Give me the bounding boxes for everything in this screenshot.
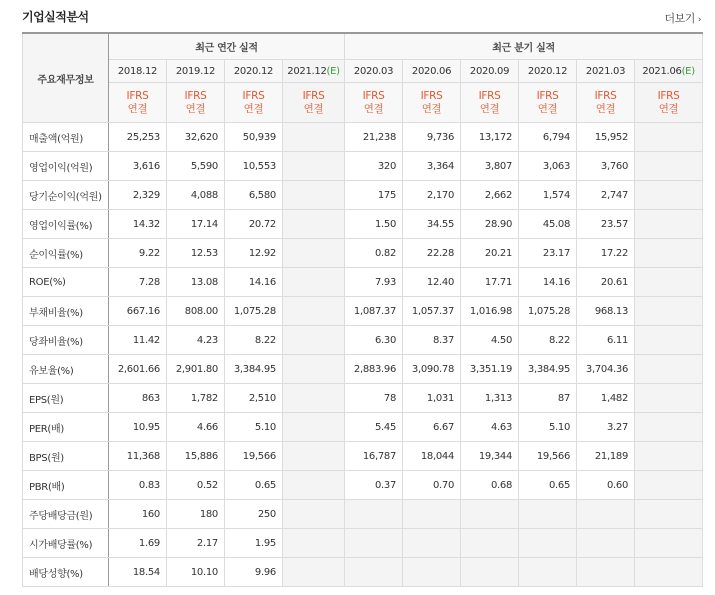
quarter-cell: 0.70 <box>403 471 461 500</box>
row-label-header: 주요재무정보 <box>23 33 109 123</box>
annual-cell <box>283 500 345 529</box>
annual-cell: 10.95 <box>109 413 167 442</box>
quarter-cell: 6.67 <box>403 413 461 442</box>
annual-cell: 3,616 <box>109 152 167 181</box>
ifrs-badge: IFRS 연결 <box>109 83 167 123</box>
annual-cell: 7.28 <box>109 268 167 297</box>
period-header: 2020.03 <box>345 60 403 83</box>
quarter-cell: 1,313 <box>461 384 519 413</box>
annual-cell: 1.69 <box>109 529 167 558</box>
quarter-cell: 5.10 <box>519 413 577 442</box>
quarter-cell: 3,090.78 <box>403 355 461 384</box>
quarter-cell: 34.55 <box>403 210 461 239</box>
quarter-cell <box>461 500 519 529</box>
quarter-cell <box>635 442 703 471</box>
quarter-cell <box>635 326 703 355</box>
annual-cell <box>283 384 345 413</box>
more-label: 더보기 <box>664 12 695 25</box>
quarter-cell: 1.50 <box>345 210 403 239</box>
annual-cell: 6,580 <box>225 181 283 210</box>
quarter-cell <box>635 558 703 587</box>
quarter-cell: 19,566 <box>519 442 577 471</box>
quarter-cell: 17.22 <box>577 239 635 268</box>
quarter-cell: 2,883.96 <box>345 355 403 384</box>
table-row <box>23 558 703 587</box>
annual-cell: 160 <box>109 500 167 529</box>
quarter-cell: 28.90 <box>461 210 519 239</box>
table-row <box>23 355 703 384</box>
table-row <box>23 210 703 239</box>
annual-cell: 667.16 <box>109 297 167 326</box>
quarter-cell <box>519 529 577 558</box>
quarter-cell <box>635 355 703 384</box>
quarter-group-header: 최근 분기 실적 <box>345 33 703 60</box>
annual-cell: 20.72 <box>225 210 283 239</box>
table-row <box>23 297 703 326</box>
quarter-cell <box>635 268 703 297</box>
ifrs-badge: IFRS 연결 <box>635 83 703 123</box>
row-label: EPS(원) <box>23 384 109 413</box>
quarter-cell: 17.71 <box>461 268 519 297</box>
quarter-cell: 12.40 <box>403 268 461 297</box>
quarter-cell: 78 <box>345 384 403 413</box>
quarter-cell <box>635 181 703 210</box>
table-row <box>23 413 703 442</box>
annual-cell: 15,886 <box>167 442 225 471</box>
quarter-cell: 14.16 <box>519 268 577 297</box>
quarter-cell <box>635 529 703 558</box>
quarter-cell: 1,087.37 <box>345 297 403 326</box>
annual-cell: 180 <box>167 500 225 529</box>
annual-cell: 1.95 <box>225 529 283 558</box>
quarter-cell <box>635 152 703 181</box>
row-label: 매출액(억원) <box>23 123 109 152</box>
quarter-cell <box>461 529 519 558</box>
annual-cell: 10.10 <box>167 558 225 587</box>
ifrs-badge: IFRS 연결 <box>167 83 225 123</box>
table-row <box>23 268 703 297</box>
row-label: PER(배) <box>23 413 109 442</box>
annual-cell: 14.16 <box>225 268 283 297</box>
quarter-cell: 3,063 <box>519 152 577 181</box>
quarter-cell: 15,952 <box>577 123 635 152</box>
annual-cell <box>283 442 345 471</box>
quarter-cell: 8.22 <box>519 326 577 355</box>
quarter-cell <box>345 558 403 587</box>
annual-cell <box>283 268 345 297</box>
annual-cell: 12.53 <box>167 239 225 268</box>
quarter-cell: 3,807 <box>461 152 519 181</box>
ifrs-badge: IFRS 연결 <box>403 83 461 123</box>
row-label: 당좌비율(%) <box>23 326 109 355</box>
more-link[interactable] <box>665 10 702 26</box>
quarter-cell <box>345 500 403 529</box>
row-label: 영업이익(억원) <box>23 152 109 181</box>
quarter-cell: 4.63 <box>461 413 519 442</box>
quarter-cell: 0.60 <box>577 471 635 500</box>
row-label: 유보율(%) <box>23 355 109 384</box>
quarter-cell <box>577 558 635 587</box>
quarter-cell <box>577 529 635 558</box>
quarter-cell: 6.11 <box>577 326 635 355</box>
quarter-cell: 175 <box>345 181 403 210</box>
annual-cell: 11,368 <box>109 442 167 471</box>
quarter-cell: 5.45 <box>345 413 403 442</box>
quarter-cell: 23.57 <box>577 210 635 239</box>
quarter-cell <box>635 500 703 529</box>
quarter-cell: 0.82 <box>345 239 403 268</box>
annual-cell: 25,253 <box>109 123 167 152</box>
annual-cell <box>283 181 345 210</box>
period-header: 2021.06(E) <box>635 60 703 83</box>
ifrs-badge: IFRS 연결 <box>345 83 403 123</box>
quarter-cell: 13,172 <box>461 123 519 152</box>
quarter-cell: 1,574 <box>519 181 577 210</box>
quarter-cell <box>635 297 703 326</box>
quarter-cell <box>635 210 703 239</box>
annual-cell: 19,566 <box>225 442 283 471</box>
annual-cell: 5,590 <box>167 152 225 181</box>
annual-cell: 863 <box>109 384 167 413</box>
row-label: 부채비율(%) <box>23 297 109 326</box>
annual-cell: 50,939 <box>225 123 283 152</box>
period-header: 2020.06 <box>403 60 461 83</box>
ifrs-badge: IFRS 연결 <box>283 83 345 123</box>
row-label: BPS(원) <box>23 442 109 471</box>
period-header: 2020.12 <box>225 60 283 83</box>
table-row <box>23 384 703 413</box>
quarter-cell: 1,075.28 <box>519 297 577 326</box>
quarter-cell <box>635 471 703 500</box>
annual-cell: 1,782 <box>167 384 225 413</box>
annual-cell: 4.23 <box>167 326 225 355</box>
quarter-cell <box>635 239 703 268</box>
quarter-cell: 0.65 <box>519 471 577 500</box>
quarter-cell: 20.21 <box>461 239 519 268</box>
quarter-cell <box>403 529 461 558</box>
quarter-cell: 3.27 <box>577 413 635 442</box>
quarter-cell: 8.37 <box>403 326 461 355</box>
quarter-cell: 0.37 <box>345 471 403 500</box>
ifrs-badge: IFRS 연결 <box>461 83 519 123</box>
quarter-cell <box>345 529 403 558</box>
annual-cell: 250 <box>225 500 283 529</box>
quarter-cell: 16,787 <box>345 442 403 471</box>
period-header: 2020.12 <box>519 60 577 83</box>
annual-cell: 14.32 <box>109 210 167 239</box>
annual-cell: 1,075.28 <box>225 297 283 326</box>
quarter-cell <box>519 500 577 529</box>
ifrs-badge: IFRS 연결 <box>577 83 635 123</box>
row-label: ROE(%) <box>23 268 109 297</box>
table-row <box>23 442 703 471</box>
period-header: 2021.12(E) <box>283 60 345 83</box>
row-label: PBR(배) <box>23 471 109 500</box>
quarter-cell: 1,031 <box>403 384 461 413</box>
annual-cell: 3,384.95 <box>225 355 283 384</box>
quarter-cell: 1,016.98 <box>461 297 519 326</box>
annual-group-header: 최근 연간 실적 <box>109 33 345 60</box>
annual-cell: 32,620 <box>167 123 225 152</box>
quarter-cell: 4.50 <box>461 326 519 355</box>
table-row <box>23 181 703 210</box>
quarter-cell <box>403 558 461 587</box>
quarter-cell: 6.30 <box>345 326 403 355</box>
annual-cell <box>283 123 345 152</box>
annual-cell: 4,088 <box>167 181 225 210</box>
quarter-cell: 1,057.37 <box>403 297 461 326</box>
annual-cell: 8.22 <box>225 326 283 355</box>
annual-cell: 2,329 <box>109 181 167 210</box>
annual-cell <box>283 558 345 587</box>
quarter-cell: 2,170 <box>403 181 461 210</box>
quarter-cell: 7.93 <box>345 268 403 297</box>
quarter-cell: 21,189 <box>577 442 635 471</box>
period-header: 2021.03 <box>577 60 635 83</box>
annual-cell <box>283 152 345 181</box>
annual-cell <box>283 529 345 558</box>
annual-cell: 13.08 <box>167 268 225 297</box>
annual-cell <box>283 210 345 239</box>
annual-cell: 2,901.80 <box>167 355 225 384</box>
quarter-cell: 9,736 <box>403 123 461 152</box>
quarter-cell: 45.08 <box>519 210 577 239</box>
row-label: 순이익률(%) <box>23 239 109 268</box>
quarter-cell: 23.17 <box>519 239 577 268</box>
row-label: 시가배당률(%) <box>23 529 109 558</box>
row-label: 영업이익률(%) <box>23 210 109 239</box>
quarter-cell: 320 <box>345 152 403 181</box>
annual-cell <box>283 297 345 326</box>
annual-cell <box>283 355 345 384</box>
quarter-cell: 3,384.95 <box>519 355 577 384</box>
table-row <box>23 326 703 355</box>
quarter-cell: 0.68 <box>461 471 519 500</box>
row-label: 배당성향(%) <box>23 558 109 587</box>
annual-cell <box>283 326 345 355</box>
quarter-cell <box>635 384 703 413</box>
annual-cell: 11.42 <box>109 326 167 355</box>
annual-cell: 0.65 <box>225 471 283 500</box>
quarter-cell <box>461 558 519 587</box>
annual-cell: 808.00 <box>167 297 225 326</box>
period-header: 2019.12 <box>167 60 225 83</box>
quarter-cell: 2,662 <box>461 181 519 210</box>
table-row <box>23 471 703 500</box>
table-row <box>23 239 703 268</box>
table-row <box>23 529 703 558</box>
quarter-cell: 20.61 <box>577 268 635 297</box>
table-row <box>23 500 703 529</box>
chevron-right-icon: › <box>697 15 701 25</box>
quarter-cell <box>519 558 577 587</box>
annual-cell <box>283 413 345 442</box>
annual-cell: 10,553 <box>225 152 283 181</box>
annual-cell: 18.54 <box>109 558 167 587</box>
annual-cell: 0.52 <box>167 471 225 500</box>
quarter-cell: 19,344 <box>461 442 519 471</box>
quarter-cell: 2,747 <box>577 181 635 210</box>
section-title: 기업실적분석 <box>22 10 89 24</box>
quarter-cell: 968.13 <box>577 297 635 326</box>
annual-cell: 9.96 <box>225 558 283 587</box>
period-header: 2018.12 <box>109 60 167 83</box>
row-label: 당기순이익(억원) <box>23 181 109 210</box>
row-label: 주당배당금(원) <box>23 500 109 529</box>
annual-cell: 2,510 <box>225 384 283 413</box>
quarter-cell <box>403 500 461 529</box>
quarter-cell: 3,351.19 <box>461 355 519 384</box>
annual-cell: 12.92 <box>225 239 283 268</box>
period-header: 2020.09 <box>461 60 519 83</box>
annual-cell: 2.17 <box>167 529 225 558</box>
annual-cell: 2,601.66 <box>109 355 167 384</box>
annual-cell: 17.14 <box>167 210 225 239</box>
annual-cell: 5.10 <box>225 413 283 442</box>
quarter-cell: 3,364 <box>403 152 461 181</box>
quarter-cell: 87 <box>519 384 577 413</box>
ifrs-badge: IFRS 연결 <box>225 83 283 123</box>
quarter-cell <box>635 123 703 152</box>
annual-cell: 0.83 <box>109 471 167 500</box>
quarter-cell <box>577 500 635 529</box>
annual-cell <box>283 239 345 268</box>
annual-cell: 4.66 <box>167 413 225 442</box>
quarter-cell: 22.28 <box>403 239 461 268</box>
quarter-cell: 3,704.36 <box>577 355 635 384</box>
annual-cell: 9.22 <box>109 239 167 268</box>
quarter-cell: 3,760 <box>577 152 635 181</box>
financial-table <box>22 32 703 587</box>
table-row <box>23 152 703 181</box>
quarter-cell: 21,238 <box>345 123 403 152</box>
quarter-cell: 18,044 <box>403 442 461 471</box>
quarter-cell <box>635 413 703 442</box>
quarter-cell: 1,482 <box>577 384 635 413</box>
annual-cell <box>283 471 345 500</box>
quarter-cell: 6,794 <box>519 123 577 152</box>
table-row <box>23 123 703 152</box>
ifrs-badge: IFRS 연결 <box>519 83 577 123</box>
